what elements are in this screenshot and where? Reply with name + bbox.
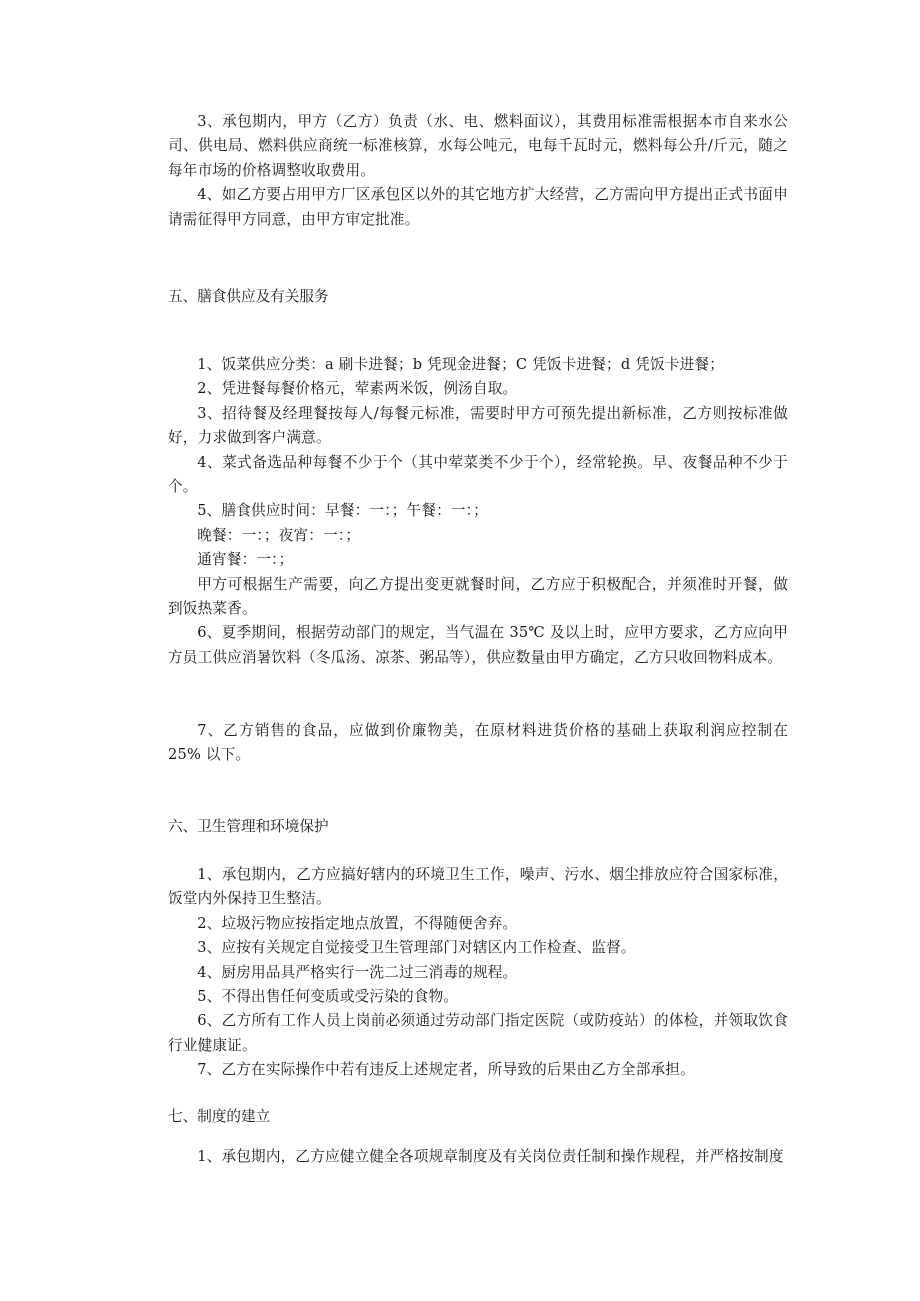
paragraph-hygiene-4: 4、厨房用品具严格实行一洗二过三消毒的规程。 <box>197 963 518 981</box>
paragraph-hygiene-1: 1、承包期内，乙方应搞好辖内的环境卫生工作，噪声、污水、烟尘排放应符合国家标准，饭堂内外保持卫生整洁。 <box>168 866 788 908</box>
section-title-7: 七、制度的建立 <box>168 1108 271 1125</box>
paragraph-hygiene-6: 6、乙方所有工作人员上岗前必须通过劳动部门指定医院（或防疫站）的体检，并领取饮食行业健康证。 <box>168 1012 788 1054</box>
paragraph-meal-5-dinner: 晚餐：一：；夜宵：一：； <box>197 526 361 544</box>
section-title-5: 五、膳食供应及有关服务 <box>168 288 329 305</box>
paragraph-meal-5-overnight: 通宵餐：一：； <box>197 551 294 569</box>
clause-block-rules <box>168 1145 788 1169</box>
paragraph-hygiene-7: 7、乙方在实际操作中若有违反上述规定者，所导致的后果由乙方全部承担。 <box>197 1061 695 1079</box>
paragraph-hygiene-2: 2、垃圾污物应按指定地点放置，不得随便舍弃。 <box>197 914 518 932</box>
clause-block-pricing <box>168 719 788 768</box>
paragraph-meal-5: 5、膳食供应时间：早餐：一：；午餐：一：； <box>197 502 488 520</box>
clause-block-utilities <box>168 110 788 232</box>
paragraph-meal-2: 2、凭进餐每餐价格元，荤素两米饭，例汤自取。 <box>197 380 518 398</box>
paragraph-clause-3: 3、承包期内，甲方（乙方）负责（水、电、燃料面议），其费用标准需根据本市自来水公司、供电局、燃料供应商统一标准核算，水每公吨元，电每千瓦时元，燃料每公升/斤元，随之每年市场的价格调整收取费用。 <box>168 113 788 179</box>
paragraph-meal-4: 4、菜式备选品种每餐不少于个（其中荤菜类不少于个），经常轮换。早、夜餐品种不少于个。 <box>168 453 788 496</box>
clause-block-hygiene <box>168 863 788 1083</box>
paragraph-meal-3: 3、招待餐及经理餐按每人/每餐元标准，需要时甲方可预先提出新标准，乙方则按标准做好，力求做到客户满意。 <box>168 404 788 447</box>
section-title-6: 六、卫生管理和环境保护 <box>168 818 329 835</box>
paragraph-meal-time-change: 甲方可根据生产需要，向乙方提出变更就餐时间，乙方应于积极配合，并须准时开餐，做到饭热菜香。 <box>168 575 788 618</box>
paragraph-rules-1: 1、承包期内，乙方应健立健全各项规章制度及有关岗位责任制和操作规程，并严格按制度 <box>197 1148 784 1165</box>
paragraph-hygiene-5: 5、不得出售任何变质或受污染的食物。 <box>197 988 459 1006</box>
paragraph-hygiene-3: 3、应按有关规定自觉接受卫生管理部门对辖区内工作检查、监督。 <box>197 939 636 957</box>
paragraph-clause-4: 4、如乙方要占用甲方厂区承包区以外的其它地方扩大经营，乙方需向甲方提出正式书面申请需征得甲方同意，由甲方审定批准。 <box>168 186 788 228</box>
paragraph-meal-6: 6、夏季期间，根据劳动部门的规定，当气温在 35℃ 及以上时，应甲方要求，乙方应向甲方员工供应消暑饮料（冬瓜汤、凉茶、粥品等），供应数量由甲方确定，乙方只收回物料成本。 <box>168 624 788 666</box>
paragraph-meal-7: 7、乙方销售的食品，应做到价廉物美，在原材料进货价格的基础上获取利润应控制在 25% 以下。 <box>168 722 788 764</box>
clause-block-meal-supply <box>168 353 788 670</box>
paragraph-meal-1: 1、饭菜供应分类：a 刷卡进餐；b 凭现金进餐；C 凭饭卡进餐；d 凭饭卡进餐； <box>197 356 724 373</box>
